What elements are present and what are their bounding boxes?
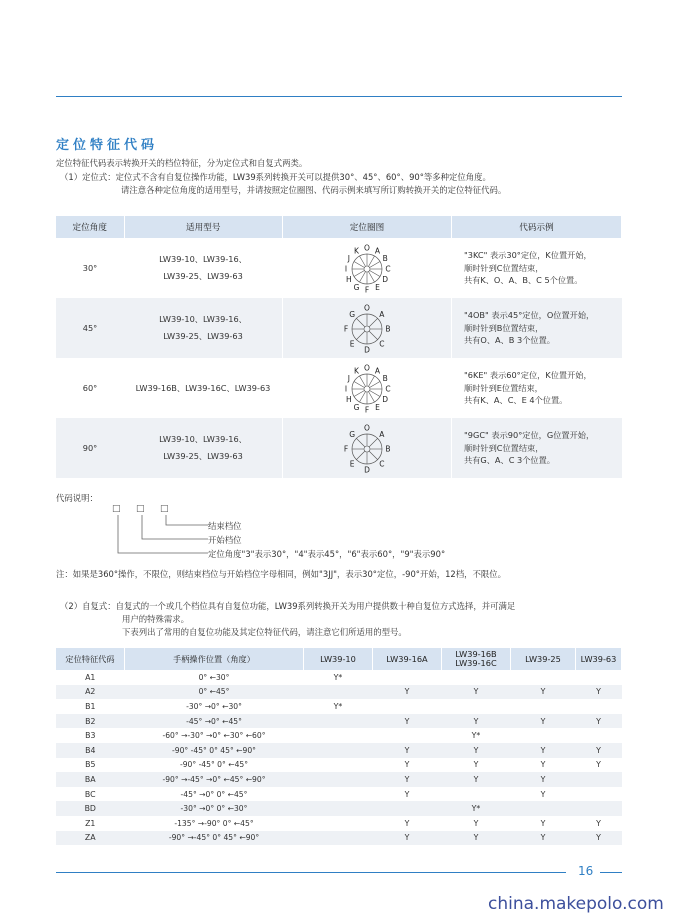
code-cell: B1	[85, 701, 96, 711]
angle-cell: 30°	[82, 263, 98, 273]
positioning-table	[56, 216, 622, 478]
dial-letter: G	[353, 282, 360, 292]
position-cell: -90° -45° 0° ←45°	[179, 760, 249, 770]
applicability-cell: Y	[373, 743, 442, 758]
dial-letter: J	[347, 374, 350, 384]
dial-letter: I	[344, 384, 348, 394]
position-cell: -30° →0° ←30°	[186, 701, 242, 711]
table-row	[56, 831, 622, 846]
position-cell: -90° -45° 0° 45° ←90°	[125, 743, 304, 758]
applicability-cell: Y	[442, 685, 511, 700]
applicability-cell	[373, 699, 442, 714]
position-cell: 0° ←45°	[125, 685, 304, 700]
table-row	[56, 298, 622, 358]
code-cell: A2	[56, 685, 125, 700]
dial-letter: A	[374, 366, 381, 376]
dial-spoke	[369, 318, 377, 326]
legend-angle: 定位角度"3"表示30°，"4"表示45°，"6"表示60°，"9"表示90°	[208, 549, 446, 559]
applicability-cell: Y	[576, 743, 622, 758]
applicability-cell	[304, 787, 373, 802]
code-box-angle: □	[112, 504, 121, 514]
dial-letter: D	[382, 395, 389, 405]
applicability-cell	[511, 670, 576, 685]
dial-cell	[283, 298, 452, 358]
code-cell: ZA	[56, 831, 125, 846]
applicability-cell: Y*	[333, 701, 343, 711]
intro-line-1: 定位特征代码表示转换开关的档位特征，分为定位式和自复式两类。	[56, 158, 308, 168]
example-cell: "9GC" 表示90°定位，G位置开始， 顺时针到C位置结束， 共有G、A、C 3个位置。	[452, 418, 622, 478]
table-row	[56, 758, 622, 773]
applicability-cell	[304, 801, 373, 816]
position-cell: 0° ←30°	[198, 672, 230, 682]
header-code: 定位特征代码	[56, 648, 125, 670]
table-row	[56, 358, 622, 418]
applicability-cell	[373, 728, 442, 743]
applicability-cell	[576, 670, 622, 685]
code-cell: Z1	[85, 818, 96, 828]
footer-rule-right	[600, 872, 622, 873]
example-cell: "3KC" 表示30°定位，K位置开始， 顺时针到C位置结束， 共有K、O、A、B、C 5个位置。	[452, 238, 622, 298]
section-title: 定位特征代码	[56, 138, 159, 153]
dial-letter: F	[364, 285, 370, 295]
applicability-cell: Y	[404, 818, 410, 828]
applicability-cell: Y	[511, 685, 576, 700]
angle-cell: 45°	[56, 298, 124, 358]
table-row	[56, 787, 622, 802]
dial-letter: A	[379, 429, 385, 439]
applicability-cell	[304, 758, 373, 773]
applicability-cell: Y	[404, 760, 410, 770]
dial-hub	[364, 326, 370, 332]
table-row	[56, 743, 622, 758]
dial-letter: B	[382, 374, 388, 384]
dial-letter: O	[364, 363, 370, 373]
applicability-cell: Y	[540, 818, 546, 828]
applicability-cell: Y	[442, 831, 511, 846]
code-cell: B3	[85, 731, 96, 741]
applicability-cell	[576, 728, 622, 743]
auto-line-3: 下表列出了常用的自复位功能及其定位特征代码，请注意它们所适用的型号。	[122, 627, 407, 637]
applicability-cell	[576, 772, 622, 787]
models-cell: LW39-10、LW39-16、 LW39-25、LW39-63	[159, 254, 247, 281]
applicability-cell: Y	[404, 789, 410, 799]
applicability-cell	[576, 801, 622, 816]
applicability-cell: Y	[596, 818, 601, 828]
dial-60-diagram	[332, 360, 402, 416]
dial-hub	[364, 386, 370, 392]
header-angle: 定位角度	[56, 216, 124, 238]
dial-letter: E	[349, 459, 355, 469]
applicability-cell: Y*	[442, 801, 511, 816]
code-connector-lines	[110, 513, 210, 557]
dial-letter: G	[349, 309, 356, 319]
dial-letter: F	[364, 405, 370, 415]
applicability-cell	[304, 685, 373, 700]
header-models: 适用型号	[124, 216, 283, 238]
dial-letter: C	[379, 339, 385, 349]
applicability-cell	[511, 699, 576, 714]
dial-letter: D	[364, 345, 370, 355]
dial-letter: F	[343, 444, 349, 454]
header-lw39-16bc: LW39-16B LW39-16C	[442, 648, 511, 670]
table-row	[56, 801, 622, 816]
auto-reset-table-body	[56, 670, 622, 845]
applicability-cell: Y	[473, 818, 479, 828]
dial-45-diagram	[332, 300, 402, 356]
dial-letter: J	[347, 254, 350, 264]
code-cell: BD	[56, 801, 125, 816]
example-cell: "6KE" 表示60°定位，K位置开始， 顺时针到E位置结束， 共有K、A、C、E 4个位置。	[452, 358, 622, 418]
applicability-cell: Y	[442, 743, 511, 758]
code-cell: BA	[56, 772, 125, 787]
code-cell: B4	[56, 743, 125, 758]
table-row	[56, 418, 622, 478]
applicability-cell	[442, 670, 511, 685]
applicability-cell: Y	[511, 831, 576, 846]
dial-spoke	[356, 438, 364, 446]
applicability-cell	[576, 699, 622, 714]
applicability-cell: Y	[576, 831, 622, 846]
table-row	[56, 670, 622, 685]
position-cell: -45° →0° ←45°	[125, 714, 304, 729]
header-lw39-10: LW39-10	[304, 648, 373, 670]
position-cell: -45° →0° 0° ←45°	[180, 789, 248, 799]
dial-cell	[283, 358, 452, 418]
header-example: 代码示例	[452, 216, 622, 238]
dial-letter: O	[364, 243, 370, 253]
dial-30-diagram	[332, 240, 402, 296]
table-row	[56, 238, 622, 298]
dial-letter: G	[349, 429, 356, 439]
header-dial: 定位圈图	[283, 216, 452, 238]
dial-spoke	[369, 438, 377, 446]
dial-spoke	[356, 451, 364, 459]
intro-line-3: 请注意各种定位角度的适用型号，并请按照定位圈图、代码示例来填写所订购转换开关的定位特征代码。	[121, 185, 507, 195]
applicability-cell	[304, 743, 373, 758]
legend-start: 开始档位	[208, 535, 242, 545]
table-row	[56, 772, 622, 787]
auto-reset-table	[56, 648, 622, 845]
dial-letter: A	[379, 309, 385, 319]
applicability-cell	[576, 787, 622, 802]
applicability-cell: Y	[373, 685, 442, 700]
table-row	[56, 714, 622, 729]
code-box-start: □	[136, 504, 145, 514]
page-number: 16	[578, 864, 594, 878]
code-box-end: □	[160, 504, 169, 514]
position-cell: -90° →-45° →0° ←45° ←90°	[125, 772, 304, 787]
applicability-cell: Y	[373, 831, 442, 846]
example-cell: "4OB" 表示45°定位，O位置开始， 顺时针到B位置结束， 共有O、A、B 3个位置。	[452, 298, 622, 358]
applicability-cell	[304, 772, 373, 787]
dial-spoke	[369, 331, 377, 339]
dial-90-diagram	[332, 420, 402, 476]
applicability-cell	[373, 801, 442, 816]
applicability-cell: Y	[373, 772, 442, 787]
angle-cell: 90°	[56, 418, 124, 478]
dial-hub	[364, 446, 370, 452]
dial-letter: B	[385, 444, 391, 454]
header-lw39-63: LW39-63	[576, 648, 622, 670]
position-cell: -60° →-30° →0° ←30° ←60°	[162, 731, 266, 741]
applicability-cell	[442, 699, 511, 714]
applicability-cell	[442, 787, 511, 802]
top-rule	[56, 96, 622, 97]
dial-cell	[283, 238, 452, 298]
dial-letter: B	[385, 324, 391, 334]
legend-end: 结束档位	[208, 521, 242, 531]
applicability-cell	[304, 728, 373, 743]
applicability-cell: Y	[473, 760, 479, 770]
applicability-cell: Y	[511, 714, 576, 729]
applicability-cell	[304, 714, 373, 729]
header-position: 手柄操作位置（角度）	[125, 648, 304, 670]
position-cell: -30° →0° 0° ←30°	[125, 801, 304, 816]
dial-letter: O	[364, 303, 370, 313]
applicability-cell	[304, 831, 373, 846]
dial-letter: K	[354, 246, 359, 256]
applicability-cell	[304, 816, 373, 831]
dial-spoke	[356, 331, 364, 339]
table-row	[56, 685, 622, 700]
angle-cell: 60°	[82, 383, 98, 393]
dial-cell	[283, 418, 452, 478]
dial-letter: C	[385, 384, 391, 394]
table-row	[56, 728, 622, 743]
applicability-cell: Y	[442, 714, 511, 729]
dial-letter: O	[364, 423, 370, 433]
code-cell: B2	[56, 714, 125, 729]
dial-letter: D	[364, 465, 370, 475]
dial-letter: C	[385, 264, 391, 274]
dial-letter: E	[375, 282, 380, 292]
auto-line-2: 用户的特殊需求。	[122, 614, 189, 624]
code-cell: A1	[85, 672, 96, 682]
position-cell: -135° →-90° 0° ←45°	[174, 818, 254, 828]
applicability-cell: Y	[540, 760, 546, 770]
dial-letter: E	[375, 402, 380, 412]
applicability-cell	[373, 670, 442, 685]
code-cell: BC	[84, 789, 96, 799]
dial-hub	[364, 266, 370, 272]
footer-rule	[56, 872, 566, 873]
dial-letter: I	[344, 264, 348, 274]
dial-letter: B	[382, 254, 388, 264]
models-cell: LW39-10、LW39-16、 LW39-25、LW39-63	[124, 298, 283, 358]
applicability-cell	[511, 801, 576, 816]
dial-letter: K	[354, 366, 359, 376]
code-desc-title: 代码说明：	[56, 493, 98, 503]
dial-spoke	[356, 318, 364, 326]
dial-letter: C	[379, 459, 385, 469]
applicability-cell: Y	[442, 772, 511, 787]
intro-line-2: （1）定位式：定位式不含有自复位操作功能，LW39系列转换开关可以提供30°、45°、60°、90°等多种定位角度。	[60, 172, 491, 182]
dial-letter: H	[345, 275, 352, 285]
dial-letter: H	[345, 395, 352, 405]
auto-line-1: （2）自复式：自复式的一个或几个档位具有自复位功能，LW39系列转换开关为用户提供数十种自复位方式选择，并可满足	[60, 601, 516, 611]
dial-letter: A	[374, 246, 381, 256]
dial-letter: F	[343, 324, 349, 334]
applicability-cell: Y	[511, 743, 576, 758]
applicability-cell: Y	[511, 772, 576, 787]
dial-letter: E	[349, 339, 355, 349]
table-row	[56, 816, 622, 831]
applicability-cell: Y	[576, 685, 622, 700]
table-row	[56, 699, 622, 714]
applicability-cell: Y*	[471, 731, 481, 741]
models-cell: LW39-10、LW39-16、 LW39-25、LW39-63	[124, 418, 283, 478]
header-lw39-16a: LW39-16A	[373, 648, 442, 670]
watermark: china.makepolo.com	[488, 894, 664, 914]
applicability-cell: Y	[576, 714, 622, 729]
applicability-cell: Y	[540, 789, 546, 799]
position-cell: -90° →-45° 0° 45° ←90°	[125, 831, 304, 846]
dial-spoke	[369, 451, 377, 459]
applicability-cell: Y	[373, 714, 442, 729]
header-lw39-25: LW39-25	[511, 648, 576, 670]
models-cell: LW39-16B、LW39-16C、LW39-63	[135, 382, 271, 393]
applicability-cell	[511, 728, 576, 743]
applicability-cell: Y	[596, 760, 601, 770]
applicability-cell: Y*	[333, 672, 343, 682]
dial-letter: D	[382, 275, 389, 285]
note-360: 注：如果是360°操作，不限位，则结束档位与开始档位字母相同，例如"3JJ"，表示30°定位，-90°开始，12档，不限位。	[56, 569, 507, 579]
dial-letter: G	[353, 402, 360, 412]
code-cell: B5	[85, 760, 96, 770]
